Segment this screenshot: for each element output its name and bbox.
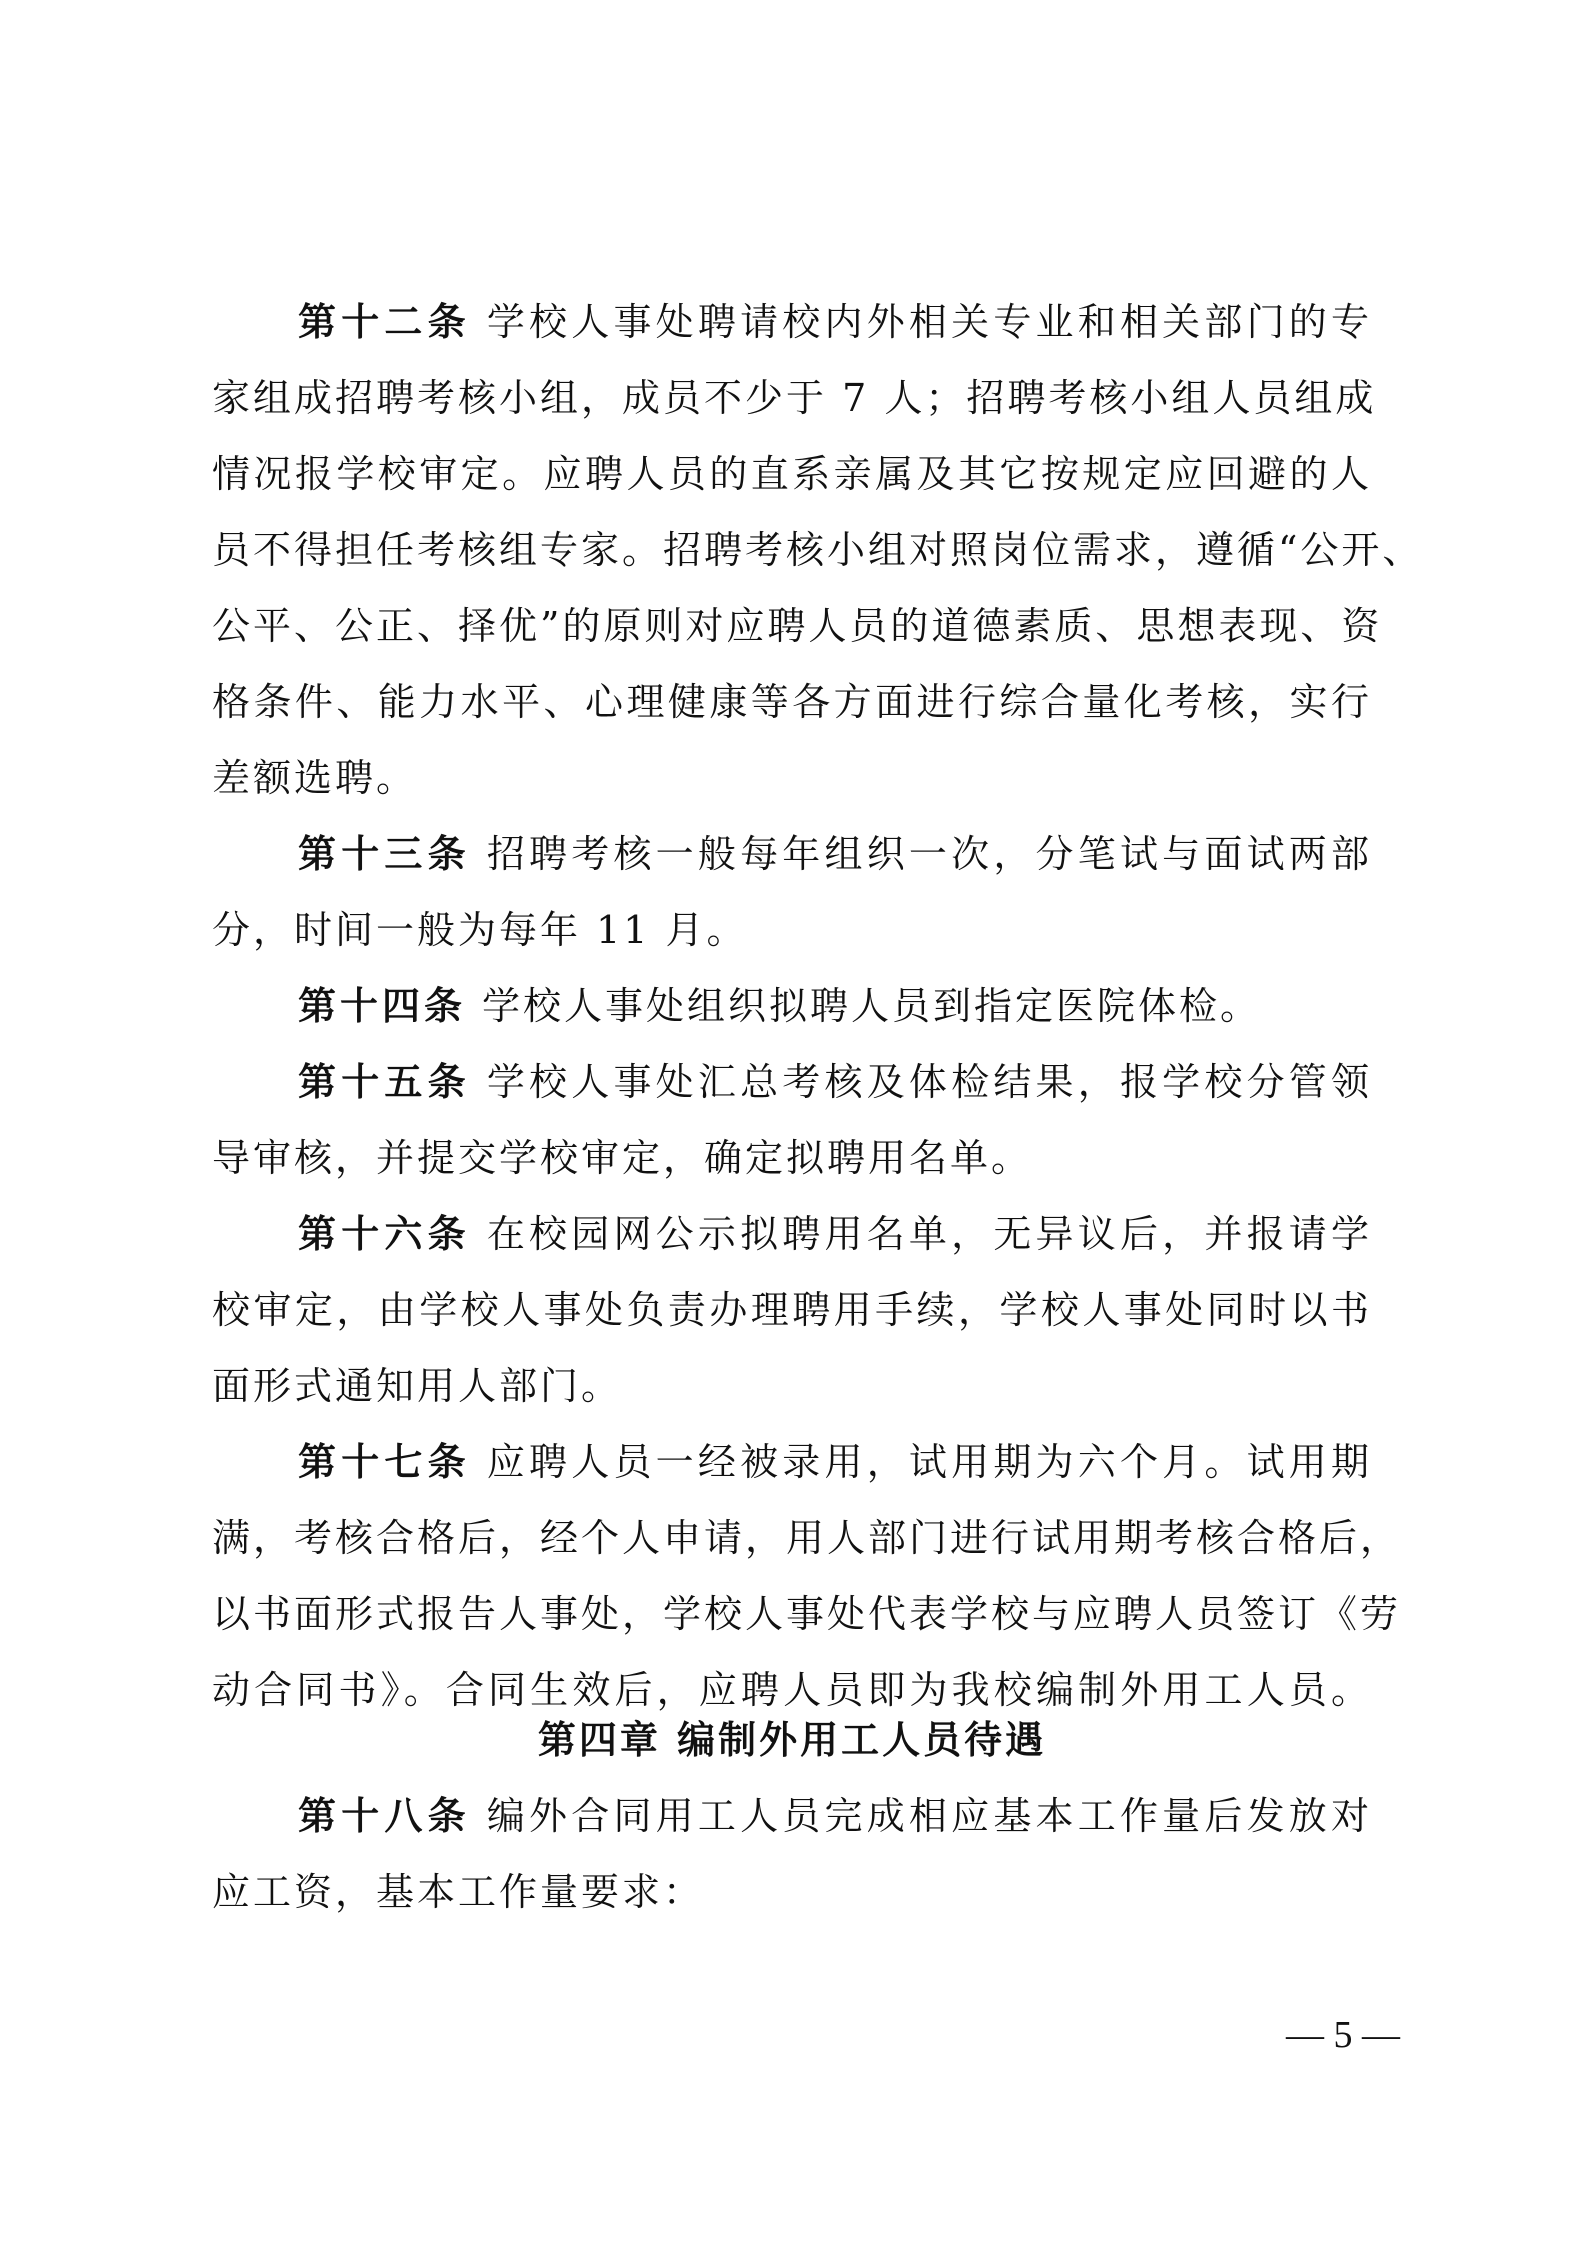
article-12-line-5: 公平、公正、择优”的原则对应聘人员的道德素质、思想表现、资 [212,604,1383,648]
article-14-line-1 [298,976,1372,1036]
article-12-title: 第十二条 [298,300,471,344]
article-13-title: 第十三条 [298,832,471,876]
article-17-line-1 [298,1432,1372,1492]
article-16-text-1: 在校园网公示拟聘用名单，无异议后，并报请学 [486,1212,1372,1256]
article-15-line-1 [298,1052,1372,1112]
article-14-title: 第十四条 [298,984,467,1028]
article-18-line-2: 应工资，基本工作量要求： [212,1870,705,1914]
article-18-line-1 [298,1786,1372,1846]
article-17-text-1: 应聘人员一经被录用，试用期为六个月。试用期 [486,1440,1372,1484]
article-12-line-1 [298,292,1372,352]
article-17-title: 第十七条 [298,1440,471,1484]
page-number: — 5 — [1286,2014,1400,2056]
article-12-line-6: 格条件、能力水平、心理健康等各方面进行综合量化考核，实行 [212,680,1372,724]
article-16-line-1 [298,1204,1372,1264]
article-15-text-1: 学校人事处汇总考核及体检结果，报学校分管领 [486,1060,1372,1104]
article-12-line-3: 情况报学校审定。应聘人员的直系亲属及其它按规定应回避的人 [212,452,1372,496]
chapter-heading: 第四章 编制外用工人员待遇 [537,1718,1047,1762]
article-18-title: 第十八条 [298,1794,471,1838]
article-16-line-3: 面形式通知用人部门。 [212,1364,623,1408]
article-17-line-3: 以书面形式报告人事处，学校人事处代表学校与应聘人员签订《劳 [212,1592,1402,1636]
article-12-text-1: 学校人事处聘请校内外相关专业和相关部门的专 [486,300,1372,344]
article-15-line-2: 导审核，并提交学校审定，确定拟聘用名单。 [212,1136,1033,1180]
article-17-line-2: 满，考核合格后，经个人申请，用人部门进行试用期考核合格后， [212,1516,1402,1560]
article-14-text-1: 学校人事处组织拟聘人员到指定医院体检。 [482,984,1262,1028]
article-12-line-7: 差额选聘。 [212,756,418,800]
article-18-text-1: 编外合同用工人员完成相应基本工作量后发放对 [486,1794,1372,1838]
article-12-line-2: 家组成招聘考核小组，成员不少于 7 人；招聘考核小组人员组成 [212,376,1377,420]
article-16-title: 第十六条 [298,1212,471,1256]
article-16-line-2: 校审定，由学校人事处负责办理聘用手续，学校人事处同时以书 [212,1288,1372,1332]
article-15-title: 第十五条 [298,1060,471,1104]
article-13-line-2: 分，时间一般为每年 11 月。 [212,908,748,952]
article-13-line-1 [298,824,1372,884]
article-13-text-1: 招聘考核一般每年组织一次，分笔试与面试两部 [486,832,1372,876]
article-12-line-4: 员不得担任考核组专家。招聘考核小组对照岗位需求，遵循“公开、 [212,528,1424,572]
article-17-line-4: 动合同书》。合同生效后，应聘人员即为我校编制外用工人员。 [212,1668,1372,1712]
